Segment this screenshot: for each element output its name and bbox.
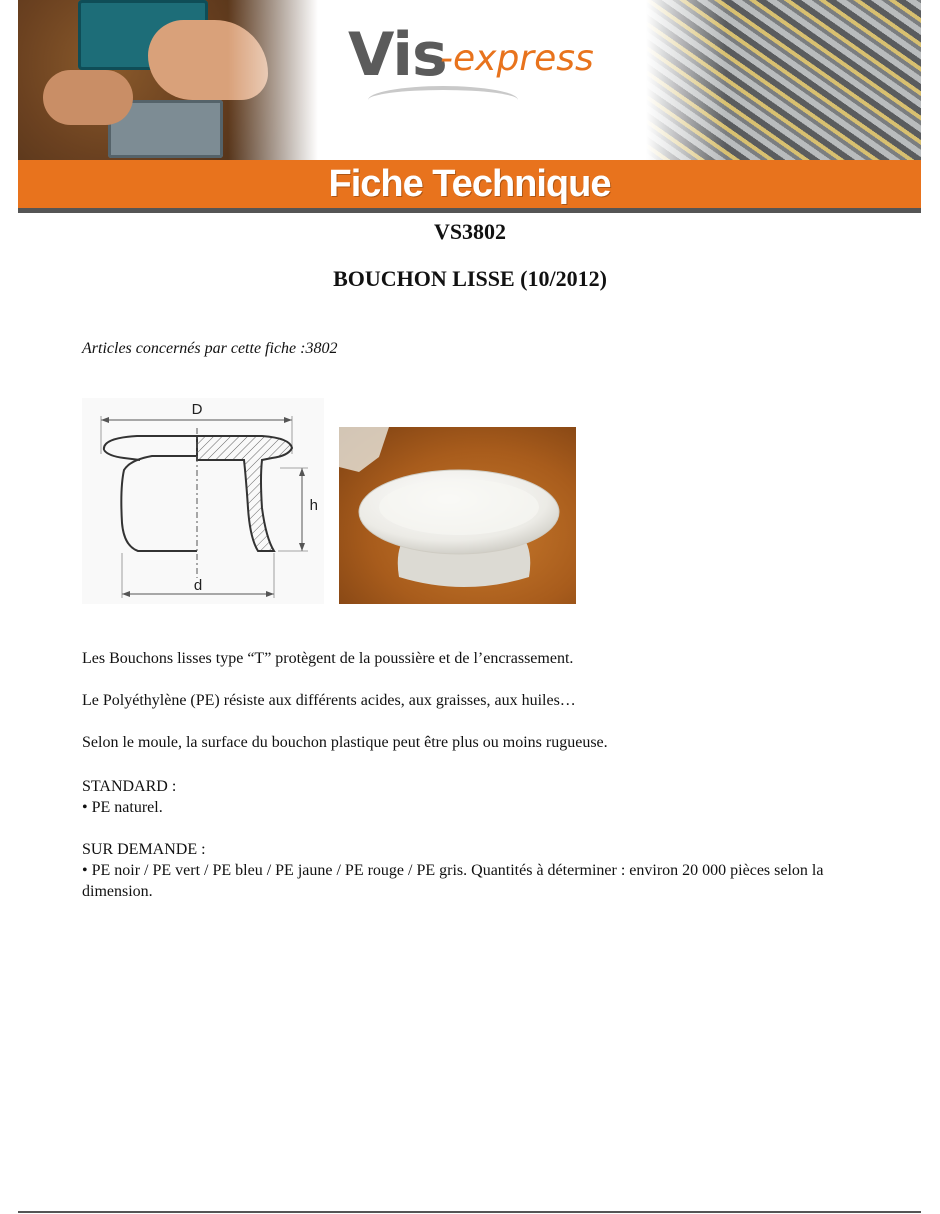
banner-divider xyxy=(18,208,921,213)
technical-drawing xyxy=(82,398,324,604)
dimension-label-right: h xyxy=(309,497,318,514)
standard-item: • PE naturel. xyxy=(82,799,163,816)
hand-2 xyxy=(43,70,133,125)
screws-photo xyxy=(646,0,921,160)
paragraph-3: Selon le moule, la surface du bouchon plastique peut être plus ou moins rugueuse. xyxy=(82,734,608,751)
sur-demande-item: • PE noir / PE vert / PE bleu / PE jaune / PE rouge / PE gris. Quantités à déterminer : environ 20 000 pièces selon la dimension. xyxy=(82,862,824,900)
logo-main-text: Vis xyxy=(348,20,447,90)
standard-heading: STANDARD : xyxy=(82,778,177,795)
product-code: VS3802 xyxy=(433,219,507,244)
banner-title: Fiche Technique xyxy=(328,162,611,205)
photo-fade xyxy=(228,0,318,160)
banner xyxy=(18,160,921,208)
dimension-label-top: D xyxy=(191,401,203,418)
dimension-label-bottom: d xyxy=(193,577,203,594)
articles-line: Articles concernés par cette fiche :3802 xyxy=(82,340,338,357)
product-title: BOUCHON LISSE (10/2012) xyxy=(333,266,607,291)
header-banner-image xyxy=(18,0,921,160)
paragraph-1: Les Bouchons lisses type “T” protègent de la poussière et de l’encrassement. xyxy=(82,650,574,667)
workshop-photo xyxy=(18,0,318,160)
cap-illustration xyxy=(339,427,576,604)
photo-fade-right xyxy=(646,0,726,160)
sur-demande-heading: SUR DEMANDE : xyxy=(82,841,206,858)
vis-express-logo xyxy=(348,20,648,120)
logo-suffix-text: -express xyxy=(440,38,594,79)
footer-divider xyxy=(18,1211,921,1213)
product-photo xyxy=(339,427,576,604)
paragraph-2: Le Polyéthylène (PE) résiste aux différents acides, aux graisses, aux huiles… xyxy=(82,692,576,709)
logo-swoosh xyxy=(368,86,518,114)
